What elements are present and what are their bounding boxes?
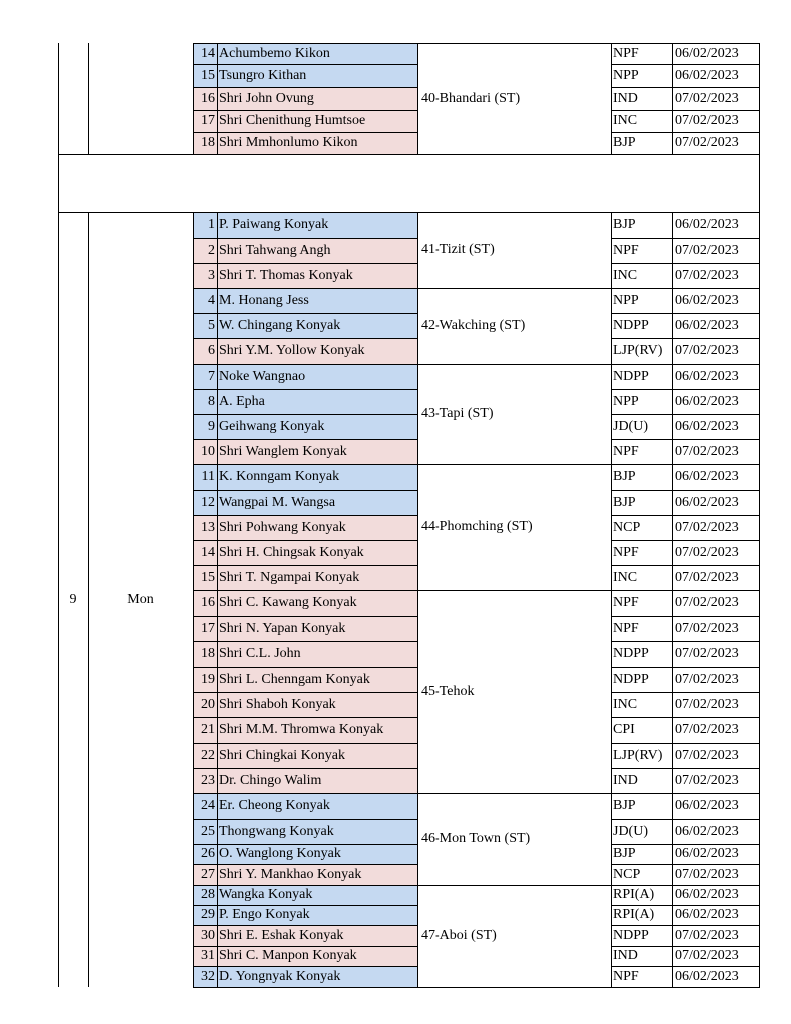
- grid-line: [193, 338, 417, 339]
- grid-line: [193, 263, 417, 264]
- candidate-row-date: 07/02/2023: [675, 443, 739, 459]
- grid-line: [611, 515, 760, 516]
- grid-line: [193, 439, 417, 440]
- candidate-row-serial: 25: [193, 819, 217, 844]
- grid-line: [611, 389, 760, 390]
- grid-line: [217, 43, 218, 154]
- candidate-row-serial: 1: [193, 212, 217, 238]
- candidate-row-serial: 30: [193, 925, 217, 946]
- grid-line: [193, 590, 760, 591]
- grid-line: [193, 64, 417, 65]
- grid-line: [611, 565, 760, 566]
- grid-line: [611, 64, 760, 65]
- grid-line: [193, 515, 417, 516]
- candidate-row-serial: 27: [193, 864, 217, 885]
- candidate-row-party: NDPP: [613, 671, 649, 687]
- candidate-row-date: 06/02/2023: [675, 67, 739, 83]
- candidate-row-date: 06/02/2023: [675, 907, 739, 922]
- grid-line: [611, 132, 760, 133]
- candidate-row-serial: 16: [193, 590, 217, 616]
- candidate-row-serial: 5: [193, 313, 217, 338]
- grid-line: [217, 212, 218, 988]
- candidate-row-party: BJP: [613, 217, 636, 232]
- candidate-row-date: 07/02/2023: [675, 595, 739, 610]
- grid-line: [759, 154, 760, 212]
- candidate-row-party: BJP: [613, 469, 636, 484]
- candidate-row-date: 07/02/2023: [675, 722, 739, 737]
- candidate-row-serial: 18: [193, 641, 217, 667]
- candidate-row-party: NCP: [613, 866, 641, 882]
- candidate-row-name: Shri M.M. Thromwa Konyak: [217, 717, 417, 743]
- candidate-row-party: BJP: [613, 846, 636, 861]
- grid-line: [193, 389, 417, 390]
- candidate-row-date: 07/02/2023: [675, 90, 739, 106]
- candidate-row-party: LJP(RV): [613, 747, 663, 763]
- constituency-cell: 47-Aboi (ST): [421, 928, 497, 943]
- candidate-row-name: Shri Chenithung Humtsoe: [217, 110, 417, 132]
- candidate-row-name: Shri C. Kawang Konyak: [217, 590, 417, 616]
- candidate-row-serial: 20: [193, 692, 217, 717]
- grid-line: [611, 263, 760, 264]
- grid-line: [611, 490, 760, 491]
- candidate-row-serial: 17: [193, 110, 217, 132]
- candidate-row-name: Er. Cheong Konyak: [217, 793, 417, 819]
- grid-line: [193, 717, 417, 718]
- candidate-row-name: Geihwang Konyak: [217, 414, 417, 439]
- grid-line: [611, 439, 760, 440]
- candidate-row-date: 06/02/2023: [675, 469, 739, 484]
- grid-line: [58, 43, 59, 154]
- candidate-row-party: NPP: [613, 292, 639, 308]
- candidate-row-name: Thongwang Konyak: [217, 819, 417, 844]
- constituency-cell: 42-Wakching (ST): [421, 318, 526, 333]
- candidate-row-party: INC: [613, 113, 638, 128]
- grid-line: [193, 414, 417, 415]
- candidate-row-serial: 28: [193, 885, 217, 905]
- candidate-row-party: LJP(RV): [613, 343, 663, 358]
- grid-line: [193, 905, 417, 906]
- candidate-row-name: Shri T. Ngampai Konyak: [217, 565, 417, 590]
- candidate-row-serial: 22: [193, 743, 217, 768]
- grid-line: [193, 565, 417, 566]
- candidate-row-serial: 15: [193, 64, 217, 87]
- constituency-cell: 40-Bhandari (ST): [421, 90, 521, 106]
- grid-line: [611, 87, 760, 88]
- grid-line: [193, 87, 417, 88]
- candidate-row-party: JD(U): [613, 418, 648, 434]
- grid-line: [58, 212, 59, 987]
- candidate-row-serial: 7: [193, 364, 217, 389]
- candidate-row-date: 07/02/2023: [675, 620, 739, 636]
- candidate-row-party: NDPP: [613, 317, 649, 333]
- grid-line: [193, 238, 417, 239]
- candidate-row-date: 07/02/2023: [675, 135, 739, 150]
- candidate-row-party: NPF: [613, 544, 639, 560]
- candidate-row-date: 07/02/2023: [675, 948, 739, 963]
- grid-line: [193, 864, 417, 865]
- grid-line: [193, 43, 760, 44]
- candidate-row-date: 06/02/2023: [675, 798, 739, 813]
- grid-line: [193, 793, 760, 794]
- candidate-row-date: 07/02/2023: [675, 113, 739, 128]
- grid-line: [193, 768, 417, 769]
- candidate-row-date: 06/02/2023: [675, 393, 739, 409]
- grid-line: [193, 364, 760, 365]
- candidate-row-date: 07/02/2023: [675, 343, 739, 358]
- grid-line: [193, 212, 194, 988]
- candidate-row-party: BJP: [613, 135, 636, 150]
- constituency-cell: 45-Tehok: [421, 683, 475, 699]
- candidate-row-party: NPF: [613, 620, 639, 636]
- candidate-row-serial: 4: [193, 288, 217, 313]
- candidate-row-date: 07/02/2023: [675, 544, 739, 560]
- candidate-row-date: 06/02/2023: [675, 494, 739, 510]
- candidate-row-party: BJP: [613, 798, 636, 813]
- grid-line: [611, 43, 612, 154]
- candidate-row-name: Tsungro Kithan: [217, 64, 417, 87]
- candidate-row-date: 07/02/2023: [675, 519, 739, 535]
- candidate-row-name: Shri Chingkai Konyak: [217, 743, 417, 768]
- candidate-row-date: 07/02/2023: [675, 866, 739, 882]
- candidate-row-date: 06/02/2023: [675, 418, 739, 434]
- grid-line: [759, 212, 760, 988]
- grid-line: [193, 110, 417, 111]
- candidate-row-name: Shri T. Thomas Konyak: [217, 263, 417, 288]
- candidate-row-serial: 12: [193, 490, 217, 515]
- grid-line: [193, 692, 417, 693]
- candidate-row-party: NPF: [613, 242, 639, 258]
- candidate-row-party: BJP: [613, 494, 636, 510]
- candidate-row-name: P. Engo Konyak: [217, 905, 417, 925]
- grid-line: [611, 905, 760, 906]
- grid-line: [611, 743, 760, 744]
- constituency-cell: 41-Tizit (ST): [421, 242, 495, 257]
- grid-line: [611, 414, 760, 415]
- grid-line: [193, 987, 760, 988]
- grid-line: [193, 743, 417, 744]
- constituency-cell: 44-Phomching (ST): [421, 519, 533, 534]
- candidate-row-serial: 13: [193, 515, 217, 540]
- candidate-row-name: Shri Pohwang Konyak: [217, 515, 417, 540]
- candidate-row-name: Shri Tahwang Angh: [217, 238, 417, 263]
- candidate-row-name: Dr. Chingo Walim: [217, 768, 417, 793]
- candidate-row-party: NPF: [613, 968, 639, 984]
- candidate-row-date: 07/02/2023: [675, 569, 739, 585]
- grid-line: [417, 212, 418, 988]
- grid-line: [193, 616, 417, 617]
- candidate-row-name: Shri Y.M. Yollow Konyak: [217, 338, 417, 364]
- candidate-row-date: 07/02/2023: [675, 747, 739, 763]
- grid-line: [611, 540, 760, 541]
- grid-line: [611, 338, 760, 339]
- candidate-row-serial: 24: [193, 793, 217, 819]
- candidate-row-name: Shri C.L. John: [217, 641, 417, 667]
- candidate-row-name: A. Epha: [217, 389, 417, 414]
- grid-line: [759, 43, 760, 154]
- candidate-row-date: 06/02/2023: [675, 292, 739, 308]
- candidate-row-date: 07/02/2023: [675, 242, 739, 258]
- candidate-row-party: IND: [613, 948, 638, 963]
- candidate-row-party: JD(U): [613, 823, 648, 839]
- grid-line: [193, 313, 417, 314]
- grid-line: [193, 946, 417, 947]
- candidate-row-party: CPI: [613, 722, 635, 737]
- grid-line: [611, 212, 612, 988]
- candidate-row-serial: 26: [193, 844, 217, 864]
- grid-line: [193, 490, 417, 491]
- candidate-row-date: 06/02/2023: [675, 823, 739, 839]
- candidate-row-party: NPF: [613, 595, 639, 610]
- candidate-row-date: 07/02/2023: [675, 772, 739, 788]
- candidate-row-party: NDPP: [613, 646, 649, 661]
- grid-line: [193, 819, 417, 820]
- candidate-row-date: 06/02/2023: [675, 968, 739, 984]
- candidate-row-name: O. Wanglong Konyak: [217, 844, 417, 864]
- grid-line: [611, 844, 760, 845]
- candidate-row-serial: 9: [193, 414, 217, 439]
- candidate-row-party: RPI(A): [613, 907, 655, 922]
- grid-line: [611, 313, 760, 314]
- grid-line: [193, 966, 417, 967]
- grid-line: [193, 641, 417, 642]
- candidate-row-name: Wangka Konyak: [217, 885, 417, 905]
- candidate-row-date: 06/02/2023: [675, 887, 739, 902]
- candidate-row-name: W. Chingang Konyak: [217, 313, 417, 338]
- grid-line: [58, 212, 760, 213]
- grid-line: [193, 43, 194, 154]
- grid-line: [193, 132, 417, 133]
- grid-line: [193, 925, 417, 926]
- grid-line: [193, 464, 760, 465]
- candidate-row-party: IND: [613, 90, 638, 106]
- candidate-row-serial: 32: [193, 966, 217, 987]
- candidate-row-date: 07/02/2023: [675, 267, 739, 283]
- candidate-row-name: Shri N. Yapan Konyak: [217, 616, 417, 641]
- grid-line: [611, 641, 760, 642]
- grid-line: [611, 819, 760, 820]
- candidate-row-name: Shri Mmhonlumo Kikon: [217, 132, 417, 154]
- candidate-row-name: Noke Wangnao: [217, 364, 417, 389]
- candidate-row-serial: 11: [193, 464, 217, 490]
- candidate-row-name: Shri Y. Mankhao Konyak: [217, 864, 417, 885]
- candidate-row-serial: 15: [193, 565, 217, 590]
- candidate-row-party: INC: [613, 267, 638, 283]
- candidate-row-name: M. Honang Jess: [217, 288, 417, 313]
- grid-line: [672, 43, 673, 154]
- candidate-row-serial: 14: [193, 43, 217, 64]
- candidate-row-serial: 16: [193, 87, 217, 110]
- grid-line: [611, 692, 760, 693]
- candidate-row-name: D. Yongnyak Konyak: [217, 966, 417, 987]
- candidate-row-date: 06/02/2023: [675, 217, 739, 232]
- candidate-row-date: 06/02/2023: [675, 846, 739, 861]
- candidate-row-serial: 8: [193, 389, 217, 414]
- grid-line: [193, 288, 760, 289]
- candidate-row-serial: 21: [193, 717, 217, 743]
- candidate-row-serial: 23: [193, 768, 217, 793]
- grid-line: [611, 966, 760, 967]
- candidate-row-date: 07/02/2023: [675, 646, 739, 661]
- grid-line: [611, 925, 760, 926]
- grid-line: [193, 885, 760, 886]
- grid-line: [611, 946, 760, 947]
- candidate-row-name: Wangpai M. Wangsa: [217, 490, 417, 515]
- grid-line: [193, 667, 417, 668]
- candidate-row-serial: 3: [193, 263, 217, 288]
- candidate-row-party: RPI(A): [613, 887, 655, 902]
- grid-line: [611, 768, 760, 769]
- grid-line: [193, 844, 417, 845]
- candidate-row-date: 07/02/2023: [675, 927, 739, 943]
- candidate-row-party: NPP: [613, 393, 639, 409]
- candidate-row-serial: 29: [193, 905, 217, 925]
- candidate-row-serial: 19: [193, 667, 217, 692]
- candidate-row-serial: 14: [193, 540, 217, 565]
- candidate-row-party: NPP: [613, 67, 639, 83]
- grid-line: [417, 43, 418, 154]
- candidate-row-name: Shri John Ovung: [217, 87, 417, 110]
- grid-line: [58, 154, 59, 212]
- constituency-cell: 43-Tapi (ST): [421, 406, 494, 421]
- district-serial: 9: [69, 591, 77, 607]
- candidate-row-party: NDPP: [613, 927, 649, 943]
- candidate-row-party: NPF: [613, 443, 639, 459]
- grid-line: [88, 43, 89, 154]
- candidate-row-party: NDPP: [613, 368, 649, 384]
- candidate-row-serial: 6: [193, 338, 217, 364]
- candidate-row-party: INC: [613, 696, 638, 712]
- candidate-row-party: NCP: [613, 519, 641, 535]
- grid-line: [611, 717, 760, 718]
- candidate-row-date: 06/02/2023: [675, 45, 739, 61]
- grid-line: [611, 864, 760, 865]
- candidate-row-date: 07/02/2023: [675, 671, 739, 687]
- constituency-cell: 46-Mon Town (ST): [421, 831, 531, 846]
- grid-line: [58, 154, 760, 155]
- district-name: Mon: [127, 591, 154, 607]
- candidate-row-name: K. Konngam Konyak: [217, 464, 417, 490]
- candidate-row-party: INC: [613, 569, 638, 585]
- candidate-row-name: P. Paiwang Konyak: [217, 212, 417, 238]
- candidate-row-name: Shri Wanglem Konyak: [217, 439, 417, 464]
- candidate-row-date: 07/02/2023: [675, 696, 739, 712]
- grid-line: [611, 667, 760, 668]
- candidate-row-name: Shri L. Chenngam Konyak: [217, 667, 417, 692]
- candidate-row-name: Shri H. Chingsak Konyak: [217, 540, 417, 565]
- candidate-row-serial: 17: [193, 616, 217, 641]
- candidate-row-party: IND: [613, 772, 638, 788]
- candidate-row-serial: 18: [193, 132, 217, 154]
- candidate-row-name: Shri Shaboh Konyak: [217, 692, 417, 717]
- candidate-row-serial: 31: [193, 946, 217, 966]
- grid-line: [672, 212, 673, 988]
- candidate-row-name: Achumbemo Kikon: [217, 43, 417, 64]
- grid-line: [611, 110, 760, 111]
- candidate-row-name: Shri E. Eshak Konyak: [217, 925, 417, 946]
- candidate-row-date: 06/02/2023: [675, 368, 739, 384]
- grid-line: [193, 540, 417, 541]
- candidate-row-serial: 10: [193, 439, 217, 464]
- candidate-row-party: NPF: [613, 45, 639, 61]
- candidate-row-date: 06/02/2023: [675, 317, 739, 333]
- candidate-row-serial: 2: [193, 238, 217, 263]
- candidate-row-name: Shri C. Manpon Konyak: [217, 946, 417, 966]
- grid-line: [611, 238, 760, 239]
- grid-line: [88, 212, 89, 987]
- grid-line: [611, 616, 760, 617]
